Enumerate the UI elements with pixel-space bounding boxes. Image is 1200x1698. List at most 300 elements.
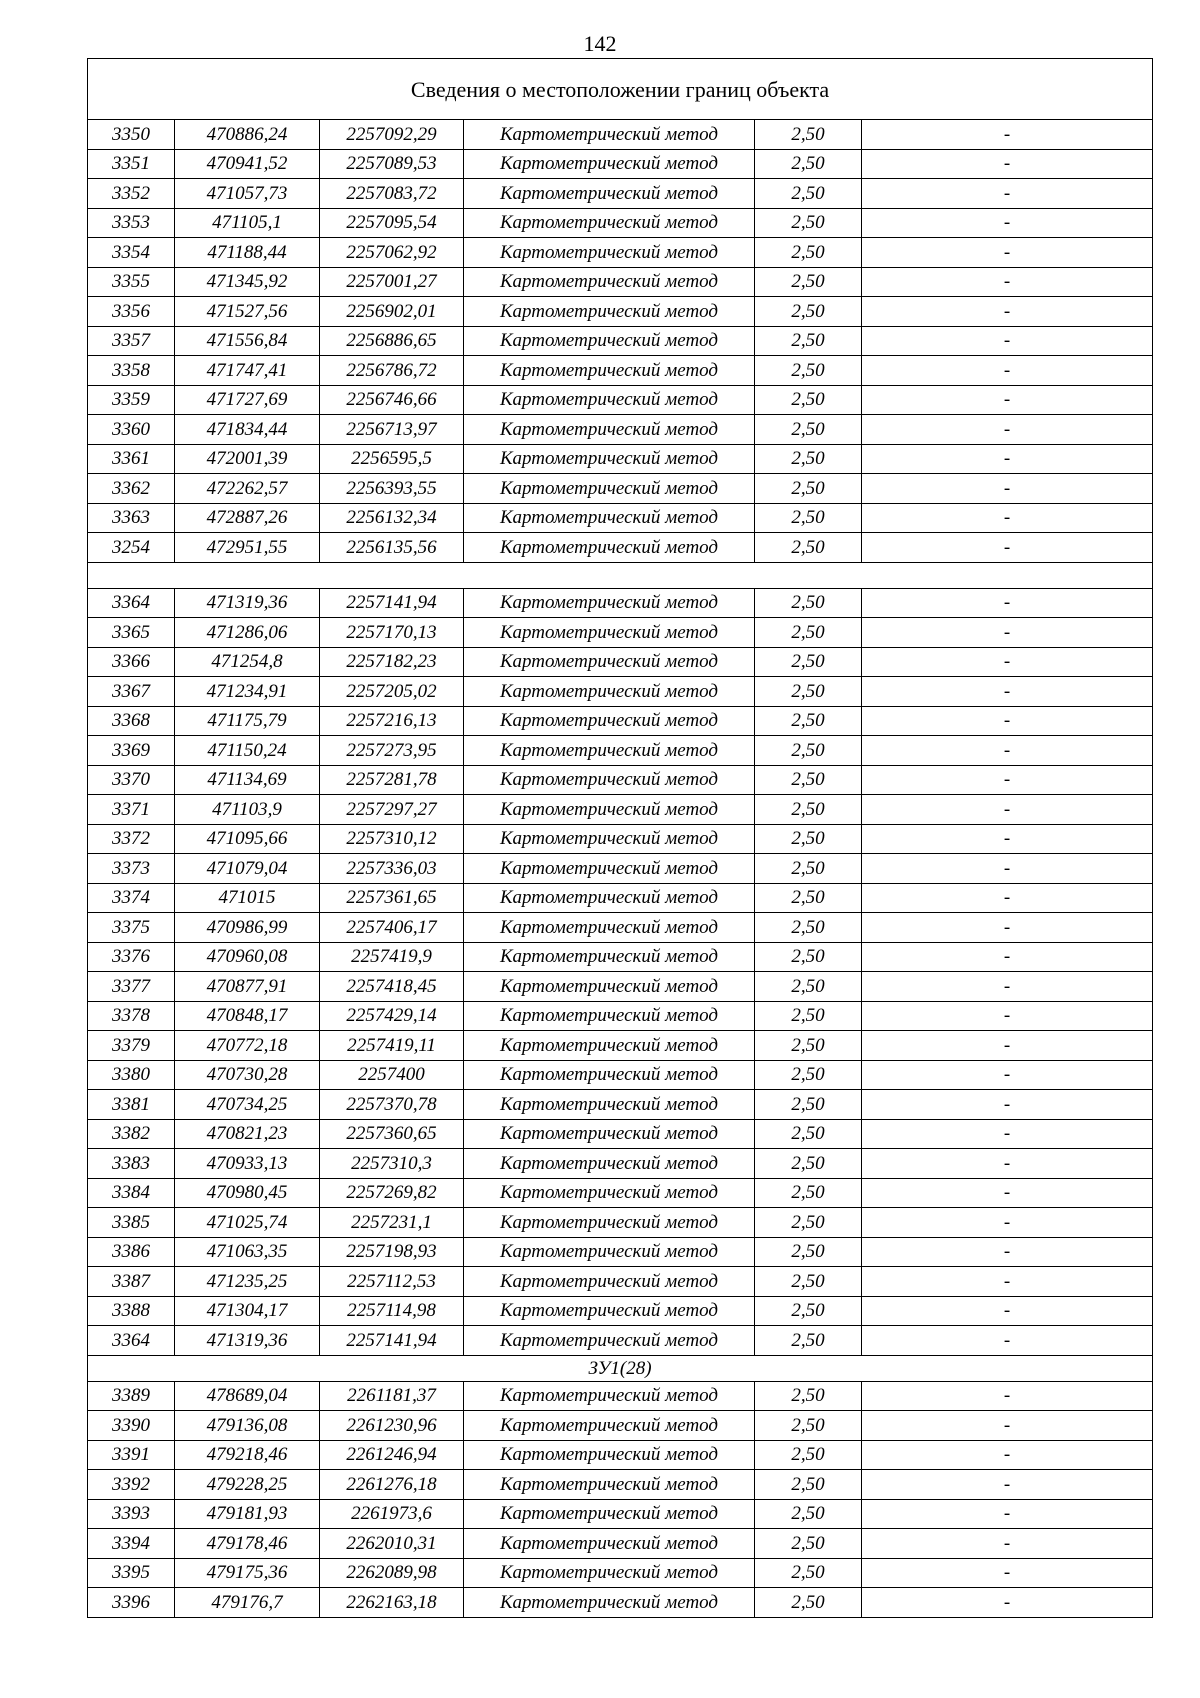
y-coordinate-cell: 2256132,34: [320, 503, 464, 533]
y-coordinate-cell: 2256713,97: [320, 415, 464, 445]
method-cell: Картометрический метод: [464, 474, 755, 504]
x-coordinate-cell: 471527,56: [175, 297, 320, 327]
method-cell: Картометрический метод: [464, 415, 755, 445]
method-cell: Картометрический метод: [464, 208, 755, 238]
y-coordinate-cell: 2256886,65: [320, 326, 464, 356]
x-coordinate-cell: 479218,46: [175, 1440, 320, 1470]
method-cell: Картометрический метод: [464, 444, 755, 474]
y-coordinate-cell: 2257089,53: [320, 149, 464, 179]
method-cell: Картометрический метод: [464, 1440, 755, 1470]
y-coordinate-cell: 2261973,6: [320, 1499, 464, 1529]
table-row: [88, 385, 1153, 415]
table-row: [88, 647, 1153, 677]
y-coordinate-cell: 2261276,18: [320, 1470, 464, 1500]
point-number-cell: 3353: [88, 208, 175, 238]
x-coordinate-cell: 479176,7: [175, 1588, 320, 1618]
method-cell: Картометрический метод: [464, 736, 755, 766]
point-number-cell: 3364: [88, 588, 175, 618]
description-cell: -: [862, 533, 1153, 563]
accuracy-cell: 2,50: [755, 267, 862, 297]
method-cell: Картометрический метод: [464, 1149, 755, 1179]
method-cell: Картометрический метод: [464, 854, 755, 884]
description-cell: -: [862, 1499, 1153, 1529]
description-cell: -: [862, 474, 1153, 504]
y-coordinate-cell: 2257083,72: [320, 179, 464, 209]
x-coordinate-cell: 471254,8: [175, 647, 320, 677]
x-coordinate-cell: 472887,26: [175, 503, 320, 533]
accuracy-cell: 2,50: [755, 883, 862, 913]
method-cell: Картометрический метод: [464, 385, 755, 415]
table-row: [88, 1529, 1153, 1559]
method-cell: Картометрический метод: [464, 1119, 755, 1149]
accuracy-cell: 2,50: [755, 1411, 862, 1441]
table-title: Сведения о местоположении границ объекта: [88, 59, 1153, 120]
description-cell: -: [862, 179, 1153, 209]
table-row: [88, 1119, 1153, 1149]
y-coordinate-cell: 2256786,72: [320, 356, 464, 386]
x-coordinate-cell: 471134,69: [175, 765, 320, 795]
accuracy-cell: 2,50: [755, 1558, 862, 1588]
accuracy-cell: 2,50: [755, 1090, 862, 1120]
description-cell: -: [862, 942, 1153, 972]
x-coordinate-cell: 471727,69: [175, 385, 320, 415]
y-coordinate-cell: 2257429,14: [320, 1001, 464, 1031]
table-row: [88, 1060, 1153, 1090]
table-row: [88, 474, 1153, 504]
method-cell: Картометрический метод: [464, 533, 755, 563]
y-coordinate-cell: 2261181,37: [320, 1381, 464, 1411]
method-cell: Картометрический метод: [464, 1267, 755, 1297]
page-number: 142: [583, 31, 617, 56]
description-cell: -: [862, 356, 1153, 386]
table-row: [88, 588, 1153, 618]
y-coordinate-cell: 2262010,31: [320, 1529, 464, 1559]
description-cell: -: [862, 1381, 1153, 1411]
description-cell: -: [862, 795, 1153, 825]
description-cell: -: [862, 238, 1153, 268]
table-row: [88, 706, 1153, 736]
description-cell: -: [862, 385, 1153, 415]
x-coordinate-cell: 470986,99: [175, 913, 320, 943]
x-coordinate-cell: 470848,17: [175, 1001, 320, 1031]
point-number-cell: 3360: [88, 415, 175, 445]
point-number-cell: 3362: [88, 474, 175, 504]
accuracy-cell: 2,50: [755, 588, 862, 618]
accuracy-cell: 2,50: [755, 1381, 862, 1411]
y-coordinate-cell: 2257182,23: [320, 647, 464, 677]
accuracy-cell: 2,50: [755, 647, 862, 677]
method-cell: Картометрический метод: [464, 1001, 755, 1031]
description-cell: -: [862, 1178, 1153, 1208]
accuracy-cell: 2,50: [755, 1470, 862, 1500]
method-cell: Картометрический метод: [464, 1588, 755, 1618]
method-cell: Картометрический метод: [464, 1326, 755, 1356]
point-number-cell: 3364: [88, 1326, 175, 1356]
y-coordinate-cell: 2257170,13: [320, 618, 464, 648]
table-row: [88, 297, 1153, 327]
point-number-cell: 3365: [88, 618, 175, 648]
description-cell: -: [862, 1558, 1153, 1588]
point-number-cell: 3254: [88, 533, 175, 563]
y-coordinate-cell: 2257062,92: [320, 238, 464, 268]
x-coordinate-cell: 471079,04: [175, 854, 320, 884]
accuracy-cell: 2,50: [755, 1326, 862, 1356]
accuracy-cell: 2,50: [755, 765, 862, 795]
x-coordinate-cell: 472951,55: [175, 533, 320, 563]
accuracy-cell: 2,50: [755, 824, 862, 854]
y-coordinate-cell: 2256135,56: [320, 533, 464, 563]
point-number-cell: 3370: [88, 765, 175, 795]
accuracy-cell: 2,50: [755, 149, 862, 179]
table-row: [88, 533, 1153, 563]
point-number-cell: 3391: [88, 1440, 175, 1470]
description-cell: -: [862, 588, 1153, 618]
boundary-coordinates-table: [87, 58, 1153, 1618]
y-coordinate-cell: 2257112,53: [320, 1267, 464, 1297]
accuracy-cell: 2,50: [755, 1267, 862, 1297]
accuracy-cell: 2,50: [755, 208, 862, 238]
y-coordinate-cell: 2256902,01: [320, 297, 464, 327]
accuracy-cell: 2,50: [755, 503, 862, 533]
point-number-cell: 3358: [88, 356, 175, 386]
table-row: [88, 1588, 1153, 1618]
description-cell: -: [862, 1470, 1153, 1500]
description-cell: -: [862, 1060, 1153, 1090]
x-coordinate-cell: 470730,28: [175, 1060, 320, 1090]
point-number-cell: 3371: [88, 795, 175, 825]
table-row: [88, 913, 1153, 943]
description-cell: -: [862, 618, 1153, 648]
description-cell: -: [862, 1296, 1153, 1326]
description-cell: -: [862, 208, 1153, 238]
x-coordinate-cell: 471319,36: [175, 588, 320, 618]
x-coordinate-cell: 479136,08: [175, 1411, 320, 1441]
accuracy-cell: 2,50: [755, 1149, 862, 1179]
table-row: [88, 1237, 1153, 1267]
point-number-cell: 3359: [88, 385, 175, 415]
accuracy-cell: 2,50: [755, 854, 862, 884]
method-cell: Картометрический метод: [464, 942, 755, 972]
description-cell: -: [862, 297, 1153, 327]
x-coordinate-cell: 471286,06: [175, 618, 320, 648]
method-cell: Картометрический метод: [464, 1237, 755, 1267]
table-row: [88, 267, 1153, 297]
description-cell: -: [862, 1119, 1153, 1149]
accuracy-cell: 2,50: [755, 972, 862, 1002]
y-coordinate-cell: 2257336,03: [320, 854, 464, 884]
x-coordinate-cell: 471345,92: [175, 267, 320, 297]
x-coordinate-cell: 470960,08: [175, 942, 320, 972]
method-cell: Картометрический метод: [464, 1031, 755, 1061]
method-cell: Картометрический метод: [464, 1090, 755, 1120]
point-number-cell: 3393: [88, 1499, 175, 1529]
group-separator-row: [88, 562, 1153, 588]
method-cell: Картометрический метод: [464, 267, 755, 297]
method-cell: Картометрический метод: [464, 238, 755, 268]
table-row: [88, 444, 1153, 474]
table-row: [88, 326, 1153, 356]
x-coordinate-cell: 471304,17: [175, 1296, 320, 1326]
table-row: [88, 503, 1153, 533]
x-coordinate-cell: 471556,84: [175, 326, 320, 356]
x-coordinate-cell: 470772,18: [175, 1031, 320, 1061]
method-cell: Картометрический метод: [464, 647, 755, 677]
x-coordinate-cell: 470734,25: [175, 1090, 320, 1120]
y-coordinate-cell: 2257406,17: [320, 913, 464, 943]
method-cell: Картометрический метод: [464, 795, 755, 825]
x-coordinate-cell: 471175,79: [175, 706, 320, 736]
method-cell: Картометрический метод: [464, 972, 755, 1002]
table-row: [88, 120, 1153, 150]
table-row: [88, 972, 1153, 1002]
y-coordinate-cell: 2257141,94: [320, 1326, 464, 1356]
point-number-cell: 3383: [88, 1149, 175, 1179]
point-number-cell: 3366: [88, 647, 175, 677]
accuracy-cell: 2,50: [755, 1296, 862, 1326]
description-cell: -: [862, 1411, 1153, 1441]
y-coordinate-cell: 2257001,27: [320, 267, 464, 297]
table-row: [88, 765, 1153, 795]
table-row: [88, 736, 1153, 766]
x-coordinate-cell: 471105,1: [175, 208, 320, 238]
y-coordinate-cell: 2257095,54: [320, 208, 464, 238]
accuracy-cell: 2,50: [755, 179, 862, 209]
description-cell: -: [862, 1031, 1153, 1061]
point-number-cell: 3355: [88, 267, 175, 297]
x-coordinate-cell: 471025,74: [175, 1208, 320, 1238]
x-coordinate-cell: 471747,41: [175, 356, 320, 386]
y-coordinate-cell: 2257281,78: [320, 765, 464, 795]
point-number-cell: 3378: [88, 1001, 175, 1031]
x-coordinate-cell: 471057,73: [175, 179, 320, 209]
table-row: [88, 1296, 1153, 1326]
table-row: [88, 1001, 1153, 1031]
x-coordinate-cell: 478689,04: [175, 1381, 320, 1411]
table-row: [88, 1381, 1153, 1411]
y-coordinate-cell: 2262163,18: [320, 1588, 464, 1618]
point-number-cell: 3388: [88, 1296, 175, 1326]
table-row: [88, 1208, 1153, 1238]
point-number-cell: 3372: [88, 824, 175, 854]
accuracy-cell: 2,50: [755, 1031, 862, 1061]
point-number-cell: 3373: [88, 854, 175, 884]
description-cell: -: [862, 1588, 1153, 1618]
accuracy-cell: 2,50: [755, 474, 862, 504]
point-number-cell: 3375: [88, 913, 175, 943]
description-cell: -: [862, 503, 1153, 533]
description-cell: -: [862, 883, 1153, 913]
point-number-cell: 3351: [88, 149, 175, 179]
method-cell: Картометрический метод: [464, 706, 755, 736]
y-coordinate-cell: 2257114,98: [320, 1296, 464, 1326]
description-cell: -: [862, 1237, 1153, 1267]
description-cell: -: [862, 444, 1153, 474]
section-header-row: [88, 1355, 1153, 1381]
accuracy-cell: 2,50: [755, 913, 862, 943]
accuracy-cell: 2,50: [755, 444, 862, 474]
description-cell: -: [862, 415, 1153, 445]
accuracy-cell: 2,50: [755, 1178, 862, 1208]
accuracy-cell: 2,50: [755, 1001, 862, 1031]
table-row: [88, 618, 1153, 648]
point-number-cell: 3357: [88, 326, 175, 356]
description-cell: -: [862, 1267, 1153, 1297]
description-cell: -: [862, 267, 1153, 297]
x-coordinate-cell: 470886,24: [175, 120, 320, 150]
y-coordinate-cell: 2257418,45: [320, 972, 464, 1002]
y-coordinate-cell: 2257297,27: [320, 795, 464, 825]
table-row: [88, 179, 1153, 209]
point-number-cell: 3384: [88, 1178, 175, 1208]
table-row: [88, 1499, 1153, 1529]
method-cell: Картометрический метод: [464, 297, 755, 327]
description-cell: -: [862, 647, 1153, 677]
point-number-cell: 3385: [88, 1208, 175, 1238]
description-cell: -: [862, 765, 1153, 795]
y-coordinate-cell: 2257400: [320, 1060, 464, 1090]
table-row: [88, 883, 1153, 913]
y-coordinate-cell: 2257141,94: [320, 588, 464, 618]
x-coordinate-cell: 479175,36: [175, 1558, 320, 1588]
x-coordinate-cell: 470941,52: [175, 149, 320, 179]
table-body: [88, 59, 1153, 1618]
accuracy-cell: 2,50: [755, 297, 862, 327]
point-number-cell: 3356: [88, 297, 175, 327]
point-number-cell: 3387: [88, 1267, 175, 1297]
point-number-cell: 3382: [88, 1119, 175, 1149]
x-coordinate-cell: 471319,36: [175, 1326, 320, 1356]
x-coordinate-cell: 471015: [175, 883, 320, 913]
method-cell: Картометрический метод: [464, 1208, 755, 1238]
x-coordinate-cell: 470980,45: [175, 1178, 320, 1208]
point-number-cell: 3396: [88, 1588, 175, 1618]
x-coordinate-cell: 471095,66: [175, 824, 320, 854]
point-number-cell: 3380: [88, 1060, 175, 1090]
method-cell: Картометрический метод: [464, 1470, 755, 1500]
table-title-row: [88, 59, 1153, 120]
x-coordinate-cell: 479228,25: [175, 1470, 320, 1500]
description-cell: -: [862, 149, 1153, 179]
separator-cell: [88, 562, 1153, 588]
x-coordinate-cell: 471235,25: [175, 1267, 320, 1297]
x-coordinate-cell: 470877,91: [175, 972, 320, 1002]
description-cell: -: [862, 120, 1153, 150]
y-coordinate-cell: 2261246,94: [320, 1440, 464, 1470]
table-row: [88, 1031, 1153, 1061]
y-coordinate-cell: 2256393,55: [320, 474, 464, 504]
method-cell: Картометрический метод: [464, 179, 755, 209]
x-coordinate-cell: 470821,23: [175, 1119, 320, 1149]
accuracy-cell: 2,50: [755, 1237, 862, 1267]
y-coordinate-cell: 2257216,13: [320, 706, 464, 736]
table-row: [88, 795, 1153, 825]
table-row: [88, 149, 1153, 179]
y-coordinate-cell: 2257361,65: [320, 883, 464, 913]
table-row: [88, 356, 1153, 386]
table-row: [88, 1440, 1153, 1470]
y-coordinate-cell: 2257360,65: [320, 1119, 464, 1149]
table-row: [88, 854, 1153, 884]
x-coordinate-cell: 471834,44: [175, 415, 320, 445]
description-cell: -: [862, 1090, 1153, 1120]
method-cell: Картометрический метод: [464, 1296, 755, 1326]
accuracy-cell: 2,50: [755, 415, 862, 445]
method-cell: Картометрический метод: [464, 765, 755, 795]
method-cell: Картометрический метод: [464, 1178, 755, 1208]
method-cell: Картометрический метод: [464, 1411, 755, 1441]
y-coordinate-cell: 2257198,93: [320, 1237, 464, 1267]
method-cell: Картометрический метод: [464, 1060, 755, 1090]
x-coordinate-cell: 471234,91: [175, 677, 320, 707]
x-coordinate-cell: 472001,39: [175, 444, 320, 474]
point-number-cell: 3354: [88, 238, 175, 268]
description-cell: -: [862, 677, 1153, 707]
accuracy-cell: 2,50: [755, 238, 862, 268]
point-number-cell: 3377: [88, 972, 175, 1002]
x-coordinate-cell: 471188,44: [175, 238, 320, 268]
table-row: [88, 208, 1153, 238]
point-number-cell: 3379: [88, 1031, 175, 1061]
table-row: [88, 1090, 1153, 1120]
point-number-cell: 3394: [88, 1529, 175, 1559]
y-coordinate-cell: 2257310,3: [320, 1149, 464, 1179]
description-cell: -: [862, 706, 1153, 736]
y-coordinate-cell: 2261230,96: [320, 1411, 464, 1441]
method-cell: Картометрический метод: [464, 149, 755, 179]
description-cell: -: [862, 736, 1153, 766]
x-coordinate-cell: 479178,46: [175, 1529, 320, 1559]
method-cell: Картометрический метод: [464, 677, 755, 707]
x-coordinate-cell: 471150,24: [175, 736, 320, 766]
description-cell: -: [862, 824, 1153, 854]
method-cell: Картометрический метод: [464, 120, 755, 150]
accuracy-cell: 2,50: [755, 1588, 862, 1618]
point-number-cell: 3389: [88, 1381, 175, 1411]
description-cell: -: [862, 1001, 1153, 1031]
y-coordinate-cell: 2257205,02: [320, 677, 464, 707]
accuracy-cell: 2,50: [755, 385, 862, 415]
point-number-cell: 3368: [88, 706, 175, 736]
section-label: ЗУ1(28): [88, 1355, 1153, 1381]
point-number-cell: 3374: [88, 883, 175, 913]
table-row: [88, 824, 1153, 854]
y-coordinate-cell: 2256595,5: [320, 444, 464, 474]
point-number-cell: 3361: [88, 444, 175, 474]
accuracy-cell: 2,50: [755, 706, 862, 736]
x-coordinate-cell: 471103,9: [175, 795, 320, 825]
accuracy-cell: 2,50: [755, 618, 862, 648]
point-number-cell: 3352: [88, 179, 175, 209]
point-number-cell: 3363: [88, 503, 175, 533]
accuracy-cell: 2,50: [755, 1499, 862, 1529]
table-row: [88, 1411, 1153, 1441]
accuracy-cell: 2,50: [755, 1119, 862, 1149]
accuracy-cell: 2,50: [755, 1060, 862, 1090]
table-row: [88, 1149, 1153, 1179]
method-cell: Картометрический метод: [464, 824, 755, 854]
method-cell: Картометрический метод: [464, 503, 755, 533]
point-number-cell: 3369: [88, 736, 175, 766]
method-cell: Картометрический метод: [464, 326, 755, 356]
point-number-cell: 3392: [88, 1470, 175, 1500]
y-coordinate-cell: 2257310,12: [320, 824, 464, 854]
x-coordinate-cell: 471063,35: [175, 1237, 320, 1267]
point-number-cell: 3386: [88, 1237, 175, 1267]
table-row: [88, 415, 1153, 445]
point-number-cell: 3367: [88, 677, 175, 707]
accuracy-cell: 2,50: [755, 533, 862, 563]
table-row: [88, 238, 1153, 268]
